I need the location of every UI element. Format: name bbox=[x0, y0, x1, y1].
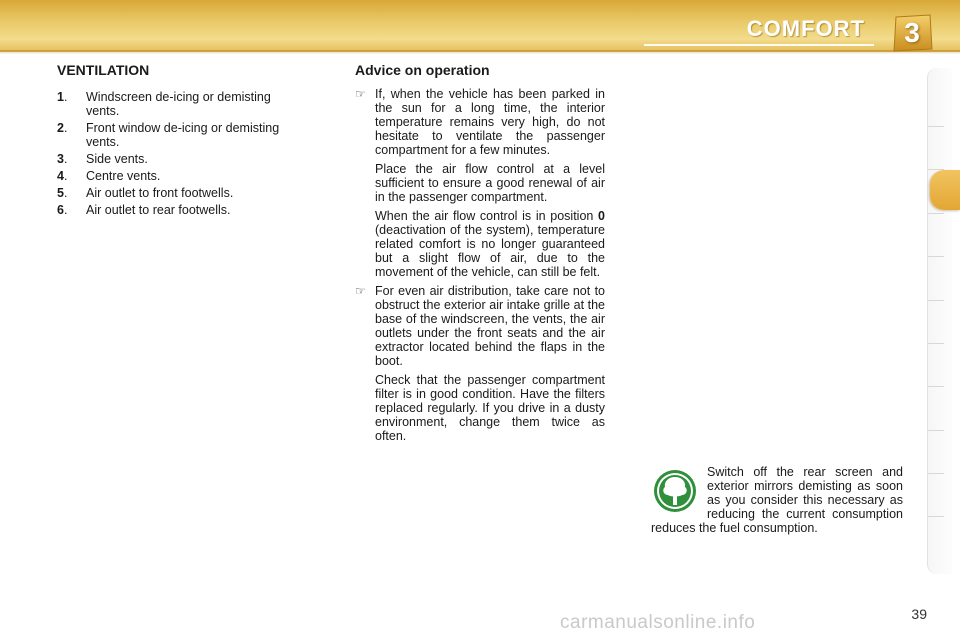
list-item bbox=[57, 186, 297, 200]
item-number: 6 . bbox=[57, 203, 67, 217]
chapter-tab-strip bbox=[927, 68, 952, 574]
list-item bbox=[57, 152, 297, 166]
tab-divider bbox=[928, 256, 944, 257]
tab-divider bbox=[928, 386, 944, 387]
paragraph-text: If, when the vehicle has been parked in the sun for a long time, the interior temperature remains very high, do not hesitate to ventilate the passenger compartment for a few minutes. bbox=[375, 87, 605, 157]
tab-divider bbox=[928, 213, 944, 214]
tab-divider bbox=[928, 343, 944, 344]
tree-icon bbox=[653, 469, 697, 513]
eco-note-text: Switch off the rear screen and exterior mirrors demisting as soon as you consider this necessary as reducing the current consumption reduces the fuel consumption. bbox=[651, 465, 903, 535]
item-text: Air outlet to front footwells. bbox=[86, 186, 234, 200]
paragraph-text: (deactivation of the system), temperature related comfort is no longer guaranteed but a slight flow of air, due to the movement of the vehicle, can still be felt. bbox=[375, 223, 605, 279]
item-text: Windscreen de-icing or demisting vents. bbox=[86, 90, 271, 118]
item-text: Air outlet to rear footwells. bbox=[86, 203, 231, 217]
title-underline bbox=[644, 44, 874, 46]
advice-title: Advice on operation bbox=[355, 62, 490, 78]
advice-body bbox=[355, 87, 605, 443]
advice-section bbox=[355, 62, 605, 448]
header-shadow bbox=[0, 50, 960, 54]
advice-paragraph bbox=[355, 284, 605, 368]
paragraph-text: Place the air flow control at a level sufficient to ensure a good renewal of air in the passenger compartment. bbox=[375, 162, 605, 204]
list-item bbox=[57, 169, 297, 183]
chapter-badge bbox=[890, 13, 934, 53]
pointing-hand-icon: ☞ bbox=[355, 284, 366, 298]
item-number: 5 . bbox=[57, 186, 67, 200]
ventilation-list bbox=[57, 90, 297, 217]
position-value: 0 bbox=[598, 209, 605, 223]
advice-paragraph bbox=[355, 209, 605, 279]
item-text: Side vents. bbox=[86, 152, 148, 166]
item-number: 4 . bbox=[57, 169, 67, 183]
advice-paragraph bbox=[355, 373, 605, 443]
chapter-tab-active[interactable] bbox=[930, 170, 960, 210]
chapter-title: COMFORT bbox=[746, 16, 865, 41]
item-number: 1 . bbox=[57, 90, 67, 104]
watermark: carmanualsonline.info bbox=[560, 612, 756, 633]
eco-note bbox=[651, 465, 903, 535]
list-item bbox=[57, 90, 297, 118]
advice-paragraph bbox=[355, 87, 605, 157]
list-item bbox=[57, 203, 297, 217]
tab-divider bbox=[928, 126, 944, 127]
pointing-hand-icon: ☞ bbox=[355, 87, 366, 101]
list-item bbox=[57, 121, 297, 149]
tab-divider bbox=[928, 516, 944, 517]
chapter-number: 3 bbox=[904, 17, 920, 48]
paragraph-text: For even air distribution, take care not to obstruct the exterior air intake grille at the base of the windscreen, the vents, the air outlets under the front seats and the air extractor located behind the flaps in the boot. bbox=[375, 284, 605, 368]
advice-paragraph bbox=[355, 162, 605, 204]
tab-divider bbox=[928, 430, 944, 431]
item-text: Centre vents. bbox=[86, 169, 161, 183]
item-text: Front window de-icing or demisting vents. bbox=[86, 121, 280, 149]
tab-divider bbox=[928, 473, 944, 474]
paragraph-text: Check that the passenger compartment filter is in good condition. Have the filters replaced regularly. If you drive in a dusty environment, change them twice as often. bbox=[375, 373, 605, 443]
paragraph-text: When the air flow control is in position bbox=[375, 209, 599, 223]
tab-divider bbox=[928, 300, 944, 301]
page-number: 39 bbox=[911, 606, 927, 622]
item-number: 2 . bbox=[57, 121, 67, 135]
ventilation-title: VENTILATION bbox=[57, 62, 150, 78]
item-number: 3 . bbox=[57, 152, 67, 166]
ventilation-section bbox=[57, 62, 297, 220]
